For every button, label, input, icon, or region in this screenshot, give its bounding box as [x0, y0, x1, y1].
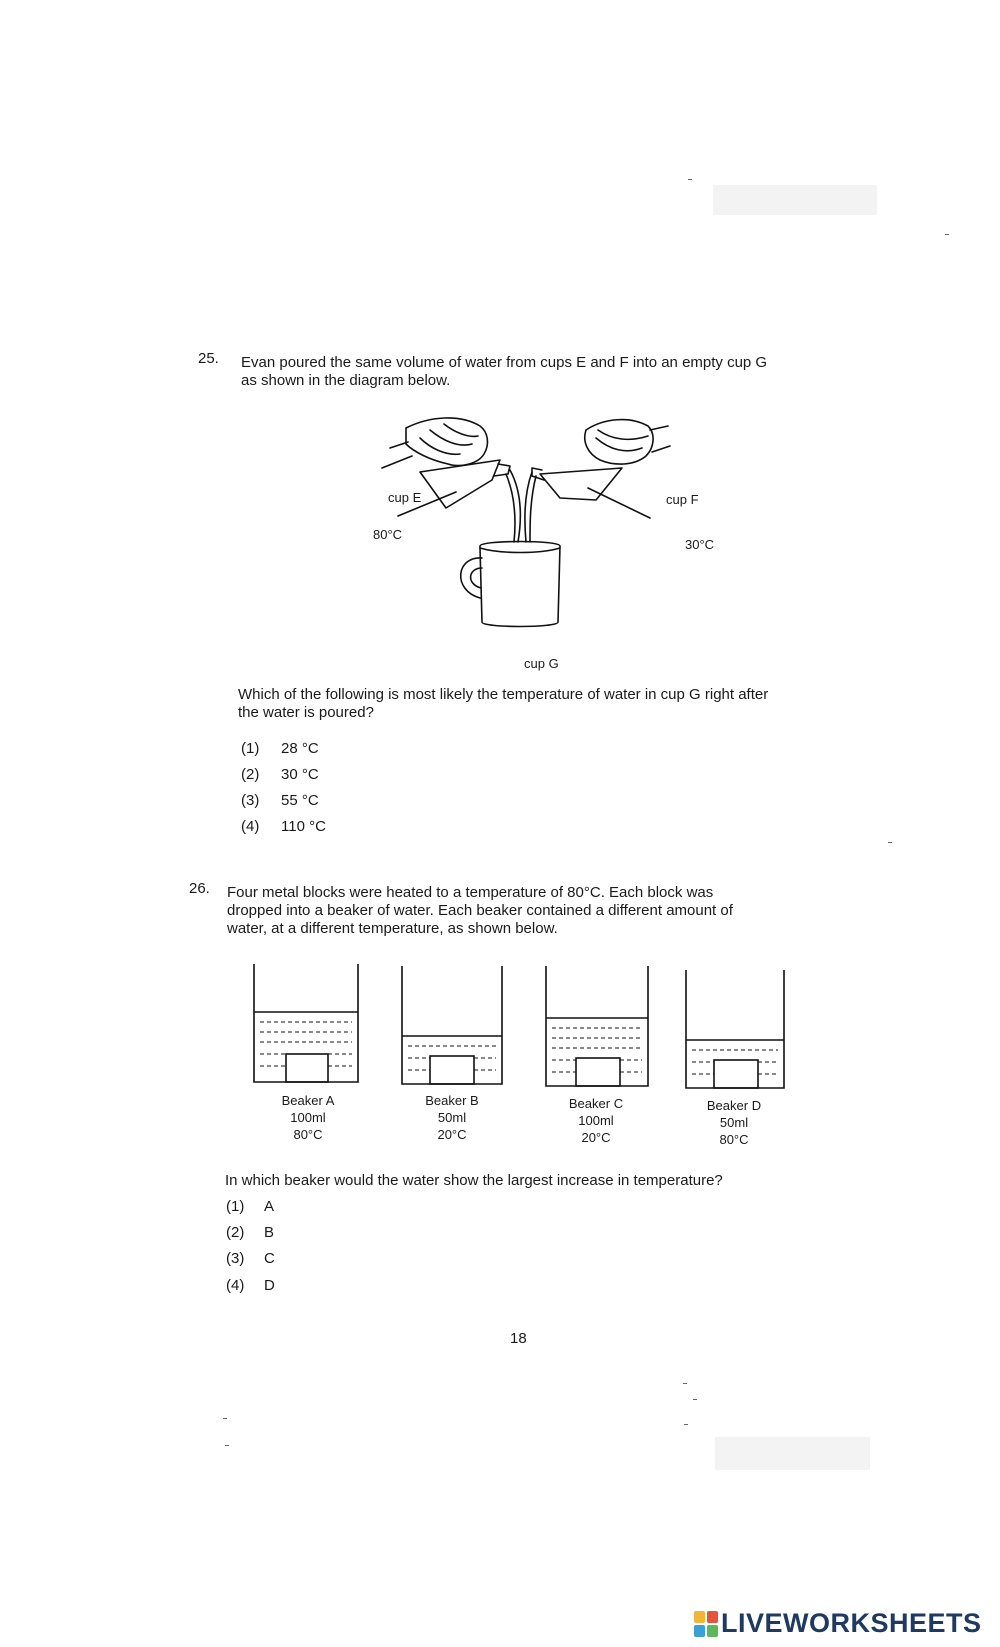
q25-option-3-text: 55 °C — [281, 792, 319, 809]
question-25-text-line1: Evan poured the same volume of water from cups E and F into an empty cup G — [241, 354, 768, 371]
beaker-d-name: Beaker D — [706, 1098, 762, 1113]
left-hand-fingers — [420, 424, 478, 454]
blank-box-top — [713, 185, 877, 215]
leader-30c — [588, 488, 650, 518]
water-stream-f — [525, 472, 536, 542]
question-26-text-line2: dropped into a beaker of water. Each beaker contained a different amount of — [227, 902, 733, 919]
question-26-prompt: In which beaker would the water show the largest increase in temperature? — [225, 1172, 723, 1189]
q26-option-3-num: (3) — [226, 1250, 245, 1267]
question-26-number: 26. — [189, 880, 210, 897]
beaker-b — [402, 966, 502, 1084]
label-temp-e: 80°C — [373, 527, 403, 542]
beaker-d-volume: 50ml — [719, 1115, 749, 1130]
liveworksheets-logo-text: LIVEWORKSHEETS — [721, 1608, 982, 1638]
question-25-number: 25. — [198, 350, 219, 367]
cup-g-body — [480, 542, 560, 627]
beaker-b-block — [430, 1056, 474, 1084]
blank-box-bottom — [715, 1437, 870, 1470]
scan-speck — [684, 1424, 688, 1425]
beaker-d-caption — [679, 1097, 789, 1148]
left-hand — [406, 418, 487, 466]
question-25-prompt — [238, 686, 838, 722]
liveworksheets-logo-icon — [694, 1611, 718, 1637]
q25-option-2-num: (2) — [241, 766, 260, 783]
q25-option-1[interactable] — [241, 740, 319, 757]
q25-option-2[interactable] — [241, 766, 319, 783]
label-temp-f: 30°C — [685, 537, 715, 552]
beaker-b-volume: 50ml — [437, 1110, 467, 1125]
beaker-a-name: Beaker A — [281, 1093, 335, 1108]
beaker-d — [686, 970, 784, 1088]
q26-option-3[interactable] — [226, 1250, 275, 1267]
scan-speck — [223, 1418, 227, 1419]
beaker-b-caption — [397, 1092, 507, 1143]
q25-option-2-text: 30 °C — [281, 766, 319, 783]
beaker-b-temp: 20°C — [437, 1127, 467, 1142]
beaker-d-temp: 80°C — [719, 1132, 749, 1147]
beaker-b-name: Beaker B — [425, 1093, 479, 1108]
cup-f-body — [540, 468, 622, 500]
q26-option-3-text: C — [264, 1250, 275, 1267]
beaker-c-volume: 100ml — [578, 1113, 614, 1128]
beaker-a — [254, 964, 358, 1082]
q25-option-4[interactable] — [241, 818, 326, 835]
right-hand-fingers — [596, 430, 648, 451]
q25-option-1-text: 28 °C — [281, 740, 319, 757]
beaker-c — [546, 966, 648, 1086]
q25-option-3[interactable] — [241, 792, 319, 809]
question-26-text-line3: water, at a different temperature, as shown below. — [227, 920, 558, 937]
q26-option-2[interactable] — [226, 1224, 274, 1241]
cup-g-rim — [480, 548, 560, 553]
label-cup-g: cup G — [524, 656, 559, 671]
scan-speck — [888, 842, 892, 843]
question-26-text — [227, 884, 807, 938]
q25-option-4-num: (4) — [241, 818, 260, 835]
scan-speck — [945, 234, 949, 235]
q26-option-1[interactable] — [226, 1198, 274, 1215]
q26-option-2-num: (2) — [226, 1224, 245, 1241]
q25-option-4-text: 110 °C — [281, 818, 326, 835]
beaker-c-block — [576, 1058, 620, 1086]
question-25-prompt-line2: the water is poured? — [238, 704, 374, 721]
pouring-diagram — [360, 408, 720, 648]
scan-speck — [693, 1399, 697, 1400]
q26-option-1-num: (1) — [226, 1198, 245, 1215]
beaker-a-temp: 80°C — [293, 1127, 323, 1142]
question-25-text — [241, 354, 821, 390]
right-hand — [585, 420, 653, 464]
beaker-c-temp: 20°C — [581, 1130, 611, 1145]
beaker-a-block — [286, 1054, 328, 1082]
scan-speck — [225, 1445, 229, 1446]
beaker-a-volume: 100ml — [290, 1110, 326, 1125]
page-number: 18 — [510, 1330, 527, 1347]
question-25-prompt-line1: Which of the following is most likely the temperature of water in cup G right after — [238, 686, 769, 703]
q26-option-1-text: A — [264, 1198, 275, 1215]
beakers-diagram — [240, 960, 800, 1090]
question-26-text-line1: Four metal blocks were heated to a temperature of 80°C. Each block was — [227, 884, 714, 901]
cup-e-body — [420, 460, 500, 508]
cup-g-handle — [461, 558, 482, 598]
q25-option-3-num: (3) — [241, 792, 260, 809]
beaker-c-caption — [541, 1095, 651, 1146]
beaker-d-block — [714, 1060, 758, 1088]
scan-speck — [683, 1383, 687, 1384]
q25-option-1-num: (1) — [241, 740, 260, 757]
water-stream-e — [506, 470, 520, 542]
q26-option-4-num: (4) — [226, 1277, 245, 1294]
label-cup-e: cup E — [388, 490, 422, 505]
q26-option-4-text: D — [264, 1277, 275, 1294]
q26-option-4[interactable] — [226, 1277, 275, 1294]
question-25-text-line2: as shown in the diagram below. — [241, 372, 451, 389]
beaker-c-name: Beaker C — [568, 1096, 624, 1111]
scan-speck — [688, 179, 692, 180]
q26-option-2-text: B — [264, 1224, 275, 1241]
label-cup-f: cup F — [666, 492, 699, 507]
liveworksheets-logo[interactable] — [694, 1608, 982, 1639]
beaker-a-caption — [253, 1092, 363, 1143]
